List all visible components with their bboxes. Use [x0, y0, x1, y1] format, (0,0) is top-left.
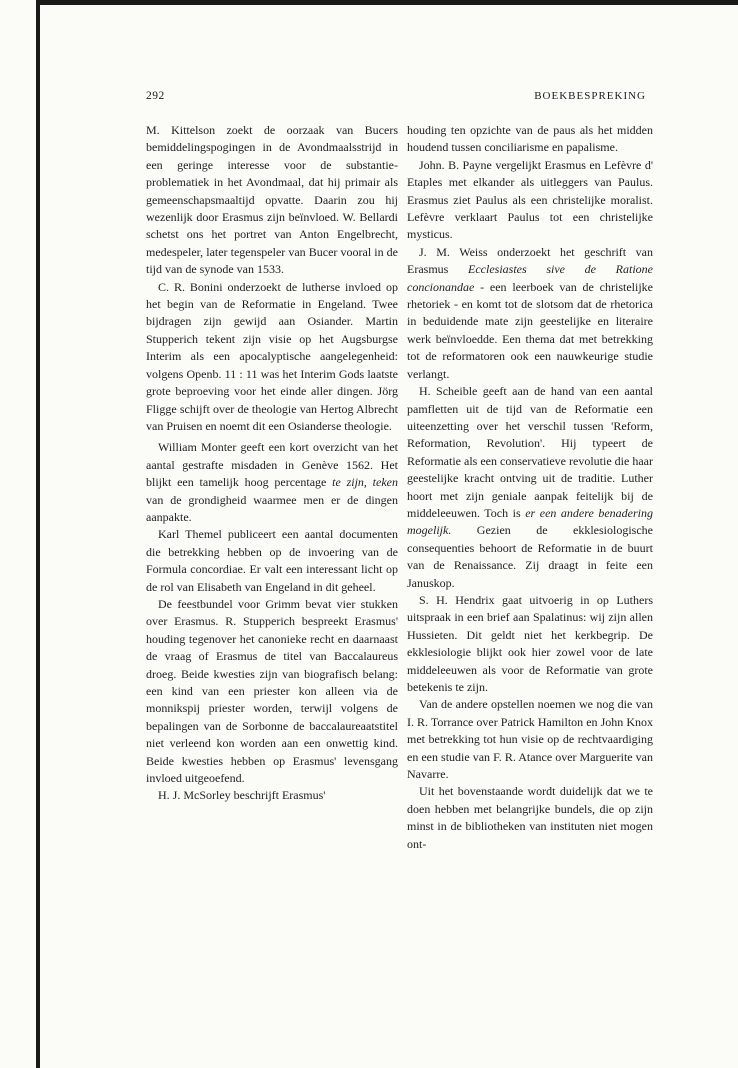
- left-paragraph-4: Karl Themel publiceert een aantal documenten die betrekking hebben op de invoering van de Formula concordiae. Er valt een interessant licht op de rol van Elisabeth van Engeland in dit geheel.: [146, 527, 398, 594]
- right-column: [407, 122, 653, 853]
- right-paragraph-1: houding ten opzichte van de paus als het midden houdend tussen conciliarisme en papalisme.: [407, 123, 653, 155]
- right-paragraph-7: Uit het bovenstaande wordt duidelijk dat we te doen hebben met belangrijke bundels, die op zijn minst in de bibliotheken van instituten niet mogen ont-: [407, 784, 653, 851]
- right-paragraph-3-text-b: - een leerboek van de christelijke rhetoriek - en komt tot de slotsom dat de rhetorica in beduidende mate zijn geestelijke en literaire werk beïnvloedde. Een thema dat met betrekking tot de reformatoren ook een nauwkeurige studie verlangt.: [407, 279, 653, 381]
- left-column: [146, 122, 398, 805]
- left-paragraph-3-italic: te zijn, teken: [332, 475, 398, 490]
- right-paragraph-6: Van de andere opstellen noemen we nog die van I. R. Torrance over Patrick Hamilton en John Knox met betrekking tot hun visie op de rechtvaardiging en een studie van F. R. Atance over Marguerite van Navarre.: [407, 697, 653, 782]
- page-number: 292: [146, 90, 165, 102]
- right-paragraph-3-italic: Ecclesiastes sive de Ratione concionandae: [407, 262, 654, 294]
- right-paragraph-3: [407, 244, 653, 383]
- running-title: BOEKBESPREKING: [534, 90, 646, 102]
- left-paragraph-3: [146, 439, 398, 526]
- right-paragraph-4-text-b: Gezien de ekklesiologische consequenties behoort de Reformatie in de buurt van de Renaissance. Zij draagt in feite een Januskop.: [407, 523, 653, 590]
- right-paragraph-5: S. H. Hendrix gaat uitvoerig in op Luthers uitspraak in een brief aan Spalatinus: wij zijn allen Hussieten. Dit geldt niet het kerkbegrip. De ekklesiologie blijkt ook hier zowel voor de late middeleeuwen als voor de Reformatie van grote betekenis te zijn.: [407, 592, 653, 694]
- right-paragraph-2: John. B. Payne vergelijkt Erasmus en Lefèvre d' Etaples met elkander als uitleggers van Paulus. Erasmus ziet Paulus als een christelijke moralist. Lefèvre verklaart Paulus tot een christelijke mysticus.: [407, 157, 653, 242]
- left-paragraph-6: H. J. McSorley beschrijft Erasmus': [158, 788, 326, 803]
- scan-edge-top: [36, 0, 738, 5]
- left-paragraph-5: De feestbundel voor Grimm bevat vier stukken over Erasmus. R. Stupperich bespreekt Erasmus' houding tegenover het canonieke recht en daarnaast de vraag of Erasmus de titel van Baccalaureus droeg. Beide kwesties zijn van biografisch belang: een kind van een priester kon alleen via de monnikspij priester worden, terwijl volgens de bepalingen van de Sorbonne de baccalaureaatstitel niet verleend kon worden aan een onwettig kind. Beide kwesties hebben op Erasmus' levensgang invloed uitgeoefend.: [146, 596, 398, 786]
- left-paragraph-3-text-b: van de grondigheid waarmee men er de dingen aanpakte.: [146, 492, 398, 524]
- right-paragraph-3-text-a: J. M. Weiss onderzoekt het geschrift van Erasmus: [407, 244, 653, 277]
- scan-edge-left: [36, 0, 40, 1068]
- right-paragraph-4-italic: er een andere benadering mogelijk.: [407, 505, 654, 538]
- left-paragraph-1: M. Kittelson zoekt de oorzaak van Bucers bemiddelingspogingen in de Avondmaalsstrijd in een geringe interesse voor de substantie-problematiek in het Avondmaal, dat hij primair als gemeenschapsmaaltijd opvatte. Daarin zou hij wezenlijk door Erasmus zijn beïnvloed. W. Bellardi schetst ons het portret van Anton Engelbrecht, medespeler, later tegenspeler van Bucer vooral in de tijd van de synode van 1533.: [146, 123, 398, 277]
- right-paragraph-4: [407, 383, 653, 592]
- left-paragraph-3-text-a: William Monter geeft een kort overzicht van het aantal gestrafte misdaden in Genève 1562. Het blijkt een tamelijk hoog percentage: [146, 440, 398, 490]
- left-paragraph-2: C. R. Bonini onderzoekt de lutherse invloed op het begin van de Reformatie in Engeland. Twee bijdragen zijn gewijd aan Osiander. Martin Stupperich tekent zijn visie op het Augsburgse Interim als een apocalyptische aangelegenheid: volgens Openb. 11 : 11 was het Interim Gods laatste grote beproeving voor het einde aller dingen. Jörg Fligge schijft over de theologie van Hertog Albrecht van Pruisen en noemt dit een Osianderse theologie.: [146, 279, 398, 433]
- right-paragraph-4-text-a: H. Scheible geeft aan de hand van een aantal pamfletten uit de tijd van de Reformatie een uiteenzetting over het verschil tussen 'Reform, Reformation, Revolution'. Hij typeert de Reformatie als een conservatieve revolutie die haar geestelijke kracht ontving uit de traditie. Luther hoort met zijn geniale aanpak feitelijk bij de middeleeuwen. Toch is: [407, 384, 653, 520]
